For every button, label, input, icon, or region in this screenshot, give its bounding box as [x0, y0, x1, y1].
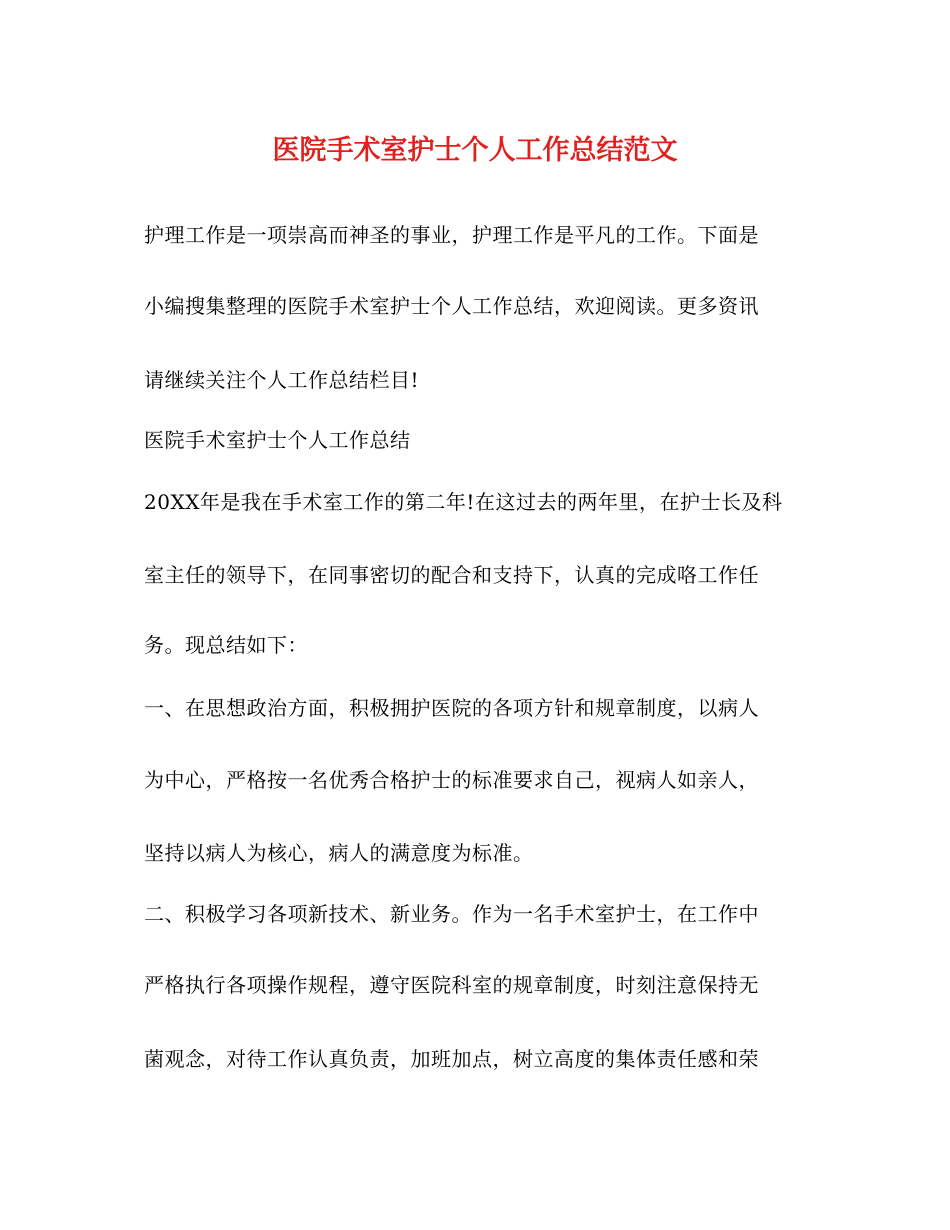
document-title: 医院手术室护士个人工作总结范文: [272, 135, 678, 166]
paragraph-line: 小编搜集整理的医院手术室护士个人工作总结，欢迎阅读。更多资讯: [144, 294, 759, 318]
paragraph-line: 菌观念，对待工作认真负责，加班加点，树立高度的集体责任感和荣: [144, 1047, 759, 1071]
section-heading: 医院手术室护士个人工作总结: [144, 428, 411, 452]
paragraph-line: 请继续关注个人工作总结栏目!: [144, 368, 420, 392]
paragraph-line: 20XX年是我在手术室工作的第二年!在这过去的两年里，在护士长及科: [144, 490, 783, 514]
paragraph-line: 为中心，严格按一名优秀合格护士的标准要求自己，视病人如亲人，: [144, 768, 759, 792]
paragraph-line: 坚持以病人为核心，病人的满意度为标准。: [144, 841, 534, 865]
paragraph-line: 二、积极学习各项新技术、新业务。作为一名手术室护士，在工作中: [144, 902, 759, 926]
paragraph-line: 严格执行各项操作规程，遵守医院科室的规章制度，时刻注意保持无: [144, 973, 759, 997]
paragraph-line: 一、在思想政治方面，积极拥护医院的各项方针和规章制度，以病人: [144, 696, 759, 720]
paragraph-line: 室主任的领导下，在同事密切的配合和支持下，认真的完成咯工作任: [144, 563, 759, 587]
paragraph-line: 务。现总结如下：: [144, 633, 308, 657]
paragraph-line: 护理工作是一项崇高而神圣的事业，护理工作是平凡的工作。下面是: [144, 223, 759, 247]
